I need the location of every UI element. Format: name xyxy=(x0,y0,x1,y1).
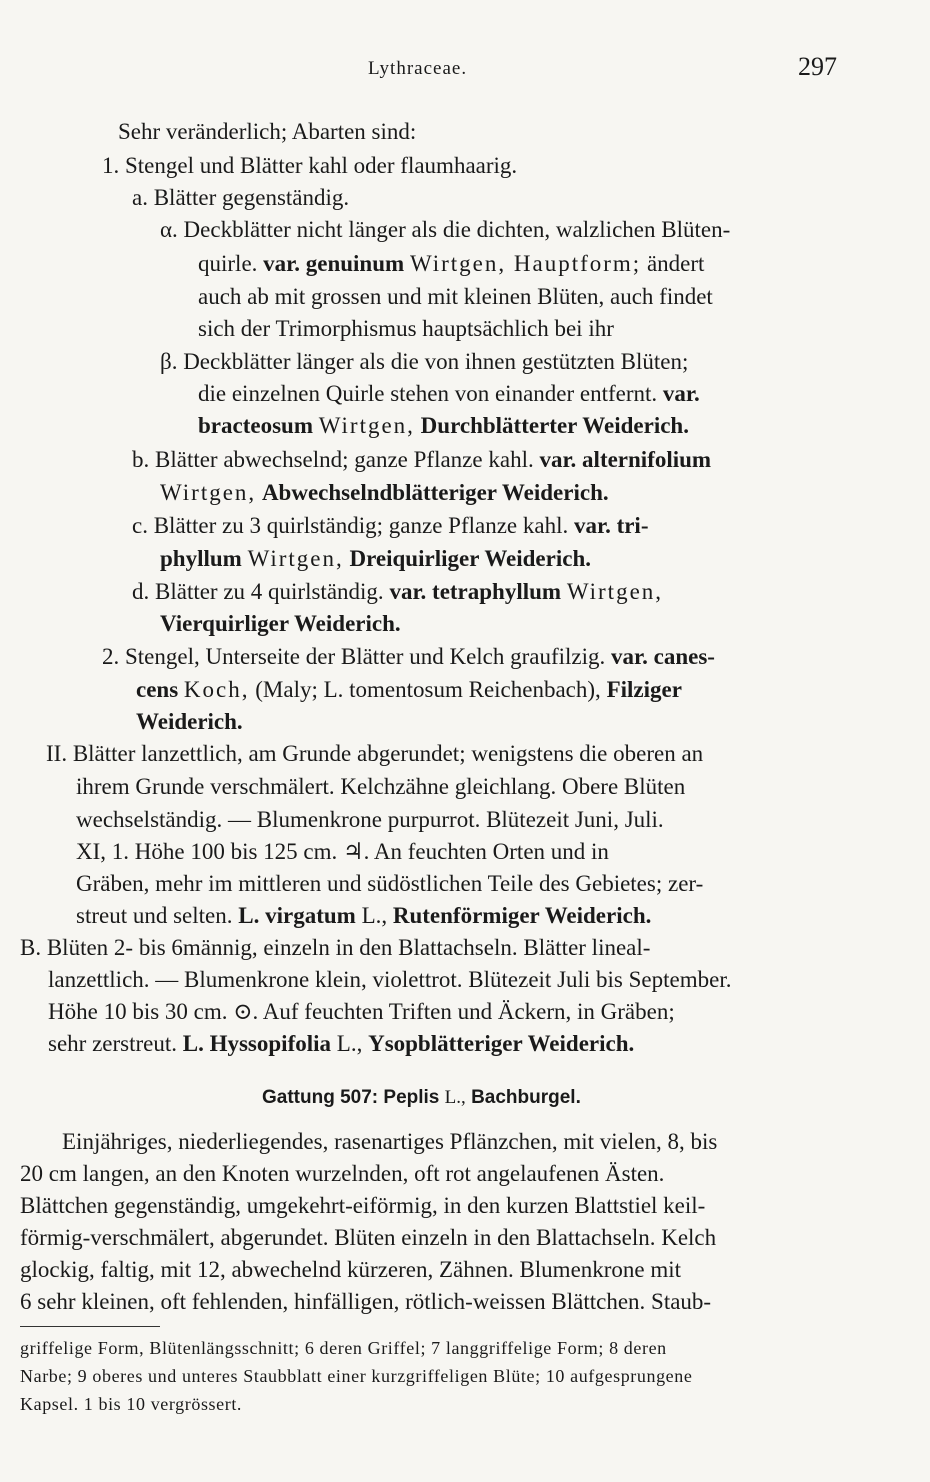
author-name: L., xyxy=(336,1031,363,1056)
variety-name: var. tetraphyllum xyxy=(389,579,562,604)
common-name: Abwechselndblätteriger Weiderich. xyxy=(261,480,609,505)
text-span: sehr zerstreut. xyxy=(48,1031,177,1056)
text-line: wechselständig. — Blumenkrone purpurrot. Blütezeit Juni, Juli. xyxy=(76,807,664,832)
text-line xyxy=(160,545,591,573)
text-line: 20 cm langen, an den Knoten wurzelnden, oft rot angelaufenen Ästen. xyxy=(20,1161,665,1186)
text-line: B. Blüten 2- bis 6männig, einzeln in den Blattachseln. Blätter lineal- xyxy=(20,935,651,960)
running-header-title: Lythraceae. xyxy=(368,58,468,79)
text-line xyxy=(48,1030,634,1058)
common-name: Vierquirliger Weiderich. xyxy=(160,611,401,636)
text-line: 1. Stengel und Blätter kahl oder flaumhaarig. xyxy=(102,153,518,178)
footnote-line: griffelige Form, Blütenlängsschnitt; 6 deren Griffel; 7 langgriffelige Form; 8 deren xyxy=(20,1338,667,1358)
text-line xyxy=(198,412,689,440)
text-line: ihrem Grunde verschmälert. Kelchzähne gleichlang. Obere Blüten xyxy=(76,774,686,799)
text-line: lanzettlich. — Blumenkrone klein, violettrot. Blütezeit Juli bis September. xyxy=(48,967,732,992)
common-name: Dreiquirliger Weiderich. xyxy=(349,546,591,571)
footnote-divider xyxy=(20,1326,160,1327)
text-line xyxy=(136,676,682,704)
text-span: (Maly; L. tomentosum Reichenbach), xyxy=(255,677,601,702)
text-line xyxy=(132,512,648,540)
footnote-line: Kapsel. 1 bis 10 vergrössert. xyxy=(20,1394,243,1414)
text-line: auch ab mit grossen und mit kleinen Blüten, auch findet xyxy=(198,284,713,309)
text-line: α. Deckblätter nicht länger als die dichten, walzlichen Blüten- xyxy=(160,217,731,242)
text-span: ändert xyxy=(646,251,705,276)
genus-name: Peplis xyxy=(383,1087,440,1108)
text-line xyxy=(132,446,711,474)
text-line: Blättchen gegenständig, umgekehrt-eiförmig, in den kurzen Blattstiel keil- xyxy=(20,1193,706,1218)
species-name: L. virgatum xyxy=(238,903,356,928)
text-line: 6 sehr kleinen, oft fehlenden, hinfälligen, rötlich-weissen Blättchen. Staub- xyxy=(20,1289,712,1314)
author-name: L., xyxy=(444,1087,466,1108)
footnote-line: Narbe; 9 oberes und unteres Staubblatt einer kurzgriffeligen Blüte; 10 aufgesprungene xyxy=(20,1366,693,1386)
common-name: Rutenförmiger Weiderich. xyxy=(392,903,652,928)
text-line: förmig-verschmälert, abgerundet. Blüten einzeln in den Blattachseln. Kelch xyxy=(20,1225,717,1250)
author-name: Koch, xyxy=(183,677,250,702)
author-name: L., xyxy=(361,903,388,928)
text-line: glockig, faltig, mit 12, abwechelnd kürzeren, Zähnen. Blumenkrone mit xyxy=(20,1257,682,1282)
author-name: Wirtgen, xyxy=(318,413,415,438)
variety-name: var. alternifolium xyxy=(539,447,712,472)
common-name: Ysopblätteriger Weiderich. xyxy=(368,1031,635,1056)
text-line: XI, 1. Höhe 100 bis 125 cm. ♃. An feuchten Orten und in xyxy=(76,839,609,864)
text-span: b. Blätter abwechselnd; ganze Pflanze kahl. xyxy=(132,447,534,472)
common-name: Weiderich. xyxy=(136,709,243,734)
text-line xyxy=(198,380,700,408)
author-name: Wirtgen, Hauptform; xyxy=(409,251,642,276)
text-span: streut und selten. xyxy=(76,903,233,928)
text-line xyxy=(102,643,715,671)
variety-name: var. tri- xyxy=(573,513,649,538)
text-span: c. Blätter zu 3 quirlständig; ganze Pflanze kahl. xyxy=(132,513,569,538)
text-span: quirle. xyxy=(198,251,258,276)
variety-name: bracteosum xyxy=(198,413,313,438)
common-name: Durchblätterter Weiderich. xyxy=(420,413,689,438)
text-line: β. Deckblätter länger als die von ihnen gestützten Blüten; xyxy=(160,349,689,374)
text-line xyxy=(160,479,609,507)
page-number: 297 xyxy=(798,52,837,81)
genus-heading xyxy=(262,1084,581,1112)
author-name: Wirtgen, xyxy=(247,546,344,571)
variety-name: var. canes- xyxy=(611,644,715,669)
text-line: Gräben, mehr im mittleren und südöstlichen Teile des Gebietes; zer- xyxy=(76,871,704,896)
variety-name: cens xyxy=(136,677,179,702)
text-line: sich der Trimorphismus hauptsächlich bei ihr xyxy=(198,316,614,341)
text-line: Sehr veränderlich; Abarten sind: xyxy=(118,119,417,144)
text-line: II. Blätter lanzettlich, am Grunde abgerundet; wenigstens die oberen an xyxy=(46,741,704,766)
variety-name: var. genuinum xyxy=(263,251,405,276)
genus-number: Gattung 507: xyxy=(262,1087,379,1108)
variety-name: phyllum xyxy=(160,546,242,571)
common-name: Filziger xyxy=(606,677,682,702)
text-span: 2. Stengel, Unterseite der Blätter und Kelch graufilzig. xyxy=(102,644,606,669)
genus-common-name: Bachburgel. xyxy=(471,1087,581,1108)
text-span: d. Blätter zu 4 quirlständig. xyxy=(132,579,384,604)
author-name: Wirtgen, xyxy=(160,480,257,505)
text-line xyxy=(198,250,704,278)
text-line xyxy=(132,578,663,606)
text-line: a. Blätter gegenständig. xyxy=(132,185,350,210)
text-line xyxy=(76,902,651,930)
species-name: L. Hyssopifolia xyxy=(182,1031,332,1056)
text-line: Höhe 10 bis 30 cm. ⊙. Auf feuchten Triften und Äckern, in Gräben; xyxy=(48,999,675,1024)
text-span: die einzelnen Quirle stehen von einander entfernt. xyxy=(198,381,658,406)
variety-label: var. xyxy=(662,381,700,406)
text-line: Einjähriges, niederliegendes, rasenartiges Pflänzchen, mit vielen, 8, bis xyxy=(62,1129,718,1154)
author-name: Wirtgen, xyxy=(566,579,664,604)
